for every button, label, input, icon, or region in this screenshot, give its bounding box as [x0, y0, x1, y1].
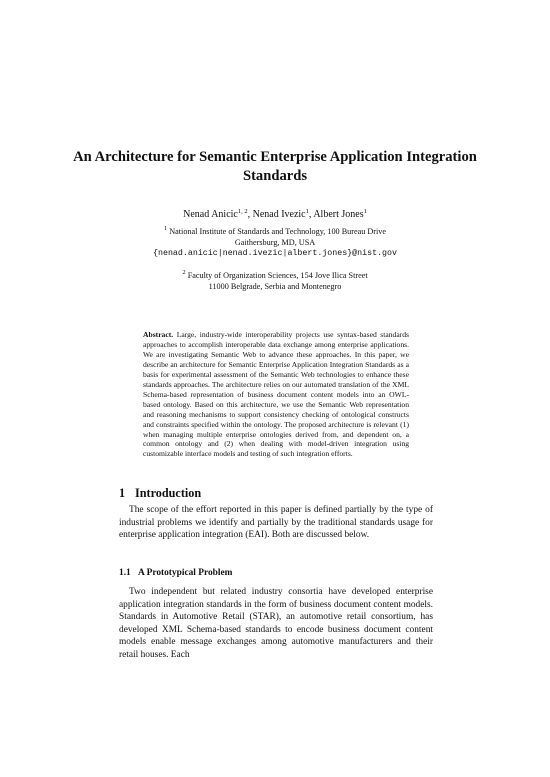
abstract: [143, 330, 409, 459]
author-list: [60, 209, 490, 221]
author-name: Nenad Ivezic: [252, 209, 306, 220]
author-separator: ,: [247, 209, 253, 220]
affiliation-1: [60, 226, 490, 259]
abstract-text: Large, industry-wide interoperability projects use syntax-based standards approaches to accomplish interoperable data exchange among enterprise applications. We are investigating Semantic Web to advance these approaches. In this paper, we describe an architecture for Semantic Enterprise Application Integration Standards as a basis for experimental assessment of the Semantic Web technologies to enhance these standards approaches. The architecture relies on our automated translation of the XML Schema-based representation of business document content models into an OWL-based ontology. Based on this architecture, we use the Semantic Web representation and reasoning mechanisms to support consistency checking of ontological constructs and constraints specified within the ontology. The proposed architecture is relevant (1) when managing multiple enterprise ontologies derived from, and dependent on, a common ontology and (2) when dealing with model-driven integration using customizable interface models and testing of such integration efforts.: [143, 330, 409, 459]
affiliation-location: 11000 Belgrade, Serbia and Montenegro: [208, 282, 342, 291]
author-affiliation-mark: 1: [305, 208, 309, 215]
author-name: Nenad Anicic: [183, 209, 238, 220]
author-email: {nenad.anicic|nenad.ivezic|albert.jones}@nist.gov: [153, 249, 397, 258]
author-name: Albert Jones: [313, 209, 364, 220]
section-heading: [119, 486, 201, 501]
paper-title: An Architecture for Semantic Enterprise Application Integration Standards: [73, 149, 477, 184]
body-paragraph: The scope of the effort reported in this paper is defined partially by the type of industrial problems we identify and partially by the traditional standards usage for enterprise application integration (EAI). Both are discussed below.: [119, 505, 433, 541]
affiliation-2: [60, 270, 490, 292]
affiliation-mark: 2: [182, 269, 186, 276]
affiliation-location: Gaithersburg, MD, USA: [234, 238, 316, 247]
body-paragraph: Two independent but related industry consortia have developed enterprise application integration standards in the form of business document content models. Standards in Automotive Retail (STAR), an automotive retail consortium, has developed XML Schema-based standards to encode business document content models enable message exchanges among automotive manufacturers and their retail houses. Each: [119, 587, 433, 660]
section-title: Introduction: [135, 486, 202, 500]
affiliation-line: [60, 226, 490, 237]
affiliation-institution: Faculty of Organization Sciences, 154 Jove Ilica Street: [187, 271, 368, 280]
affiliation-line: [60, 270, 490, 281]
affiliation-mark: 1: [163, 225, 168, 232]
subsection-title: A Prototypical Problem: [138, 568, 233, 578]
author-affiliation-mark: 1, 2: [237, 208, 248, 215]
subsection-number: 1.1: [119, 568, 131, 578]
section-number: 1: [119, 486, 126, 500]
affiliation-institution: National Institute of Standards and Technology, 100 Bureau Drive: [169, 227, 387, 236]
author-separator: ,: [308, 209, 314, 220]
author-affiliation-mark: 1: [363, 208, 367, 215]
abstract-label: Abstract.: [143, 330, 174, 339]
subsection-heading: [119, 568, 232, 578]
